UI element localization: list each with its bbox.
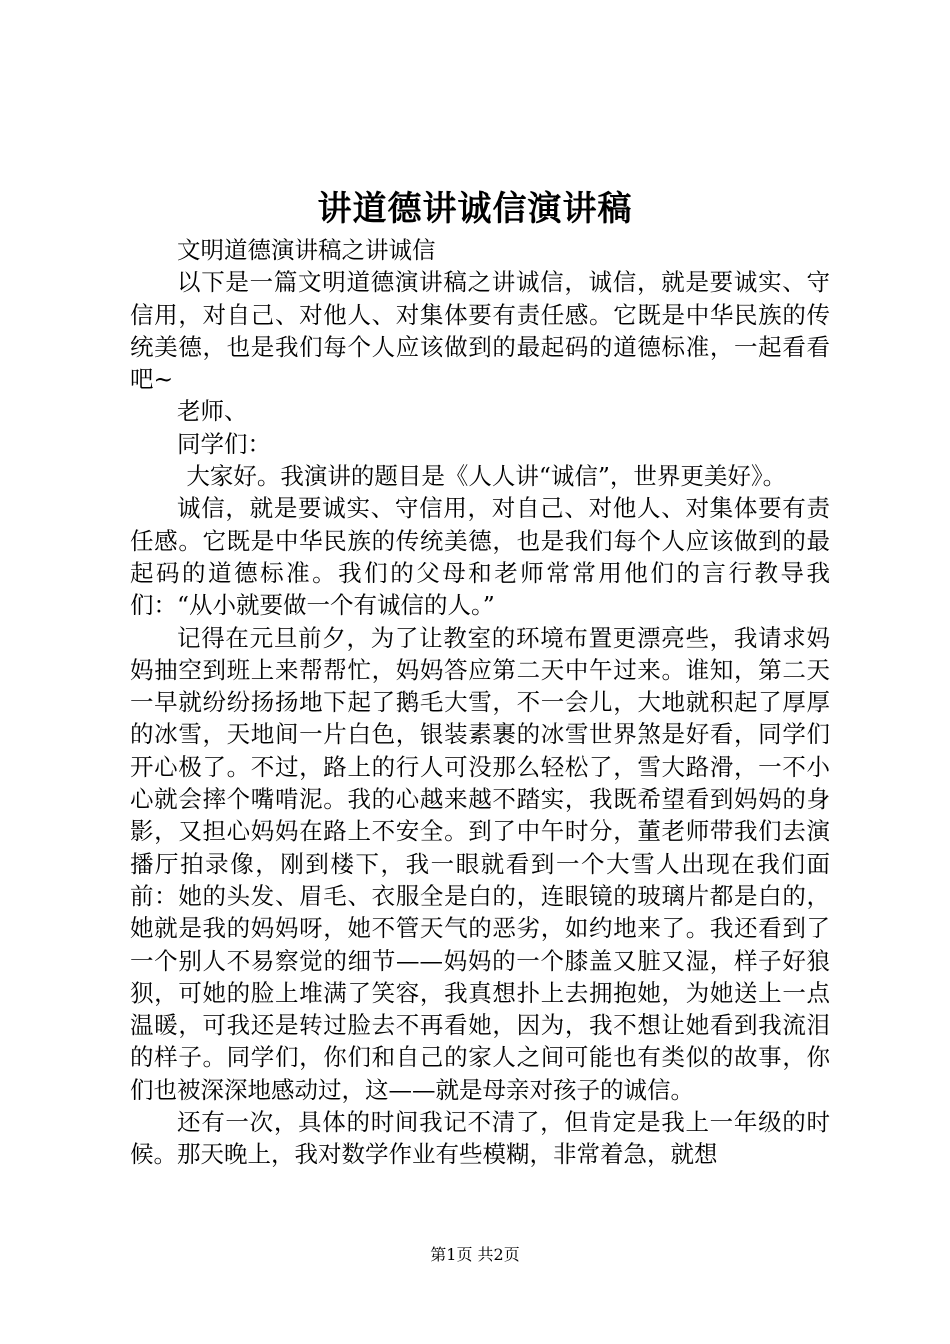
paragraph-greeting: 大家好。我演讲的题目是《人人讲“诚信”，世界更美好》。 [186, 462, 787, 491]
document-body [130, 234, 830, 1171]
document-title: 讲道德讲诚信演讲稿 [317, 189, 633, 229]
paragraph-subtitle: 文明道德演讲稿之讲诚信 [177, 236, 436, 264]
page-footer: 第1页 共2页 [430, 1245, 520, 1264]
paragraph-salutation-teacher: 老师、 [177, 397, 248, 426]
paragraph-story-mother: 记得在元旦前夕，为了让教室的环境布置更漂亮些，我请求妈妈抽空到班上来帮帮忙，妈妈答应第二天中午过来。谁知，第二天一早就纷纷扬扬地下起了鹅毛大雪，不一会儿，大地就积起了厚厚的冰雪，天地间一片白色，银装素裹的冰雪世界煞是好看，同学们开心极了。不过，路上的行人可没那么轻松了，雪大路滑，一不小心就会摔个嘴啃泥。我的心越来越不踏实，我既希望看到妈妈的身影，又担心妈妈在路上不安全。到了中午时分，董老师带我们去演播厅拍录像，刚到楼下，我一眼就看到一个大雪人出现在我们面前：她的头发、眉毛、衣服全是白的，连眼镜的玻璃片都是白的，她就是我的妈妈呀，她不管天气的恶劣，如约地来了。我还看到了一个别人不易察觉的细节——妈妈的一个膝盖又脏又湿，样子好狼狈，可她的脸上堆满了笑容，我真想扑上去拥抱她，为她送上一点温暖，可我还是转过脸去不再看她，因为，我不想让她看到我流泪的样子。同学们，你们和自己的家人之间可能也有类似的故事，你们也被深深地感动过，这——就是母亲对孩子的诚信。 [130, 623, 830, 1104]
paragraph-salutation-students: 同学们： [177, 429, 271, 458]
paragraph-intro: 以下是一篇文明道德演讲稿之讲诚信，诚信，就是要诚实、守信用，对自己、对他人、对集体要有责任感。它既是中华民族的传统美德，也是我们每个人应该做到的最起码的道德标准，一起看看吧~ [130, 268, 830, 394]
paragraph-definition: 诚信，就是要诚实、守信用，对自己、对他人、对集体要有责任感。它既是中华民族的传统美德，也是我们每个人应该做到的最起码的道德标准。我们的父母和老师常常用他们的言行教导我们：“从小就要做一个有诚信的人。” [130, 494, 830, 620]
paragraph-story-homework: 还有一次，具体的时间我记不清了，但肯定是我上一年级的时候。那天晚上，我对数学作业有些模糊，非常着急，就想 [130, 1108, 830, 1169]
